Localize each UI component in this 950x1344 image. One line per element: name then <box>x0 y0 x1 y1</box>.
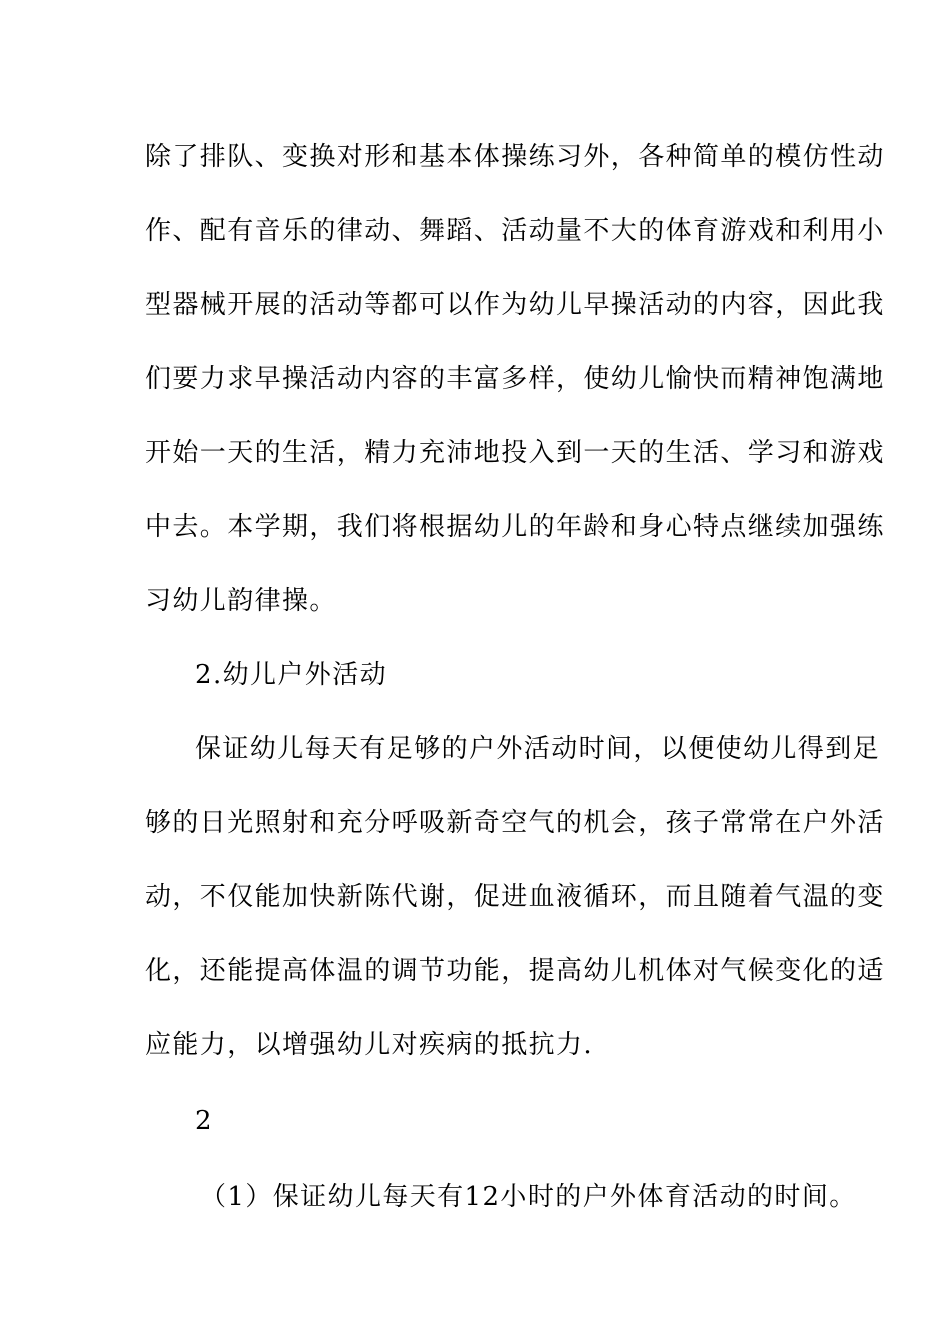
paragraph-line: 开始一天的生活，精力充沛地投入到一天的生活、学习和游戏 <box>145 438 885 468</box>
paragraph-line: 型器械开展的活动等都可以作为幼儿早操活动的内容，因此我 <box>145 290 885 320</box>
paragraph-line: 动，不仅能加快新陈代谢，促进血液循环，而且随着气温的变 <box>145 882 885 912</box>
list-item: （1）保证幼儿每天有12小时的户外体育活动的时间。 <box>200 1182 857 1212</box>
page-number: 2 <box>195 1106 213 1136</box>
paragraph-line: 习幼儿韵律操。 <box>145 586 337 616</box>
paragraph-line: 作、配有音乐的律动、舞蹈、活动量不大的体育游戏和利用小 <box>145 216 885 246</box>
paragraph-line: 们要力求早操活动内容的丰富多样，使幼儿愉快而精神饱满地 <box>145 364 885 394</box>
paragraph-line: 应能力，以增强幼儿对疾病的抵抗力. <box>145 1030 594 1060</box>
paragraph-line: 化，还能提高体温的调节功能，提高幼儿机体对气候变化的适 <box>145 956 885 986</box>
paragraph-line: 除了排队、变换对形和基本体操练习外，各种简单的模仿性动 <box>145 142 885 172</box>
paragraph-line: 够的日光照射和充分呼吸新奇空气的机会，孩子常常在户外活 <box>145 808 885 838</box>
section-heading: 2.幼儿户外活动 <box>195 660 388 690</box>
paragraph-line: 中去。本学期，我们将根据幼儿的年龄和身心特点继续加强练 <box>145 512 885 542</box>
paragraph-line: 保证幼儿每天有足够的户外活动时间，以便使幼儿得到足 <box>195 734 881 764</box>
